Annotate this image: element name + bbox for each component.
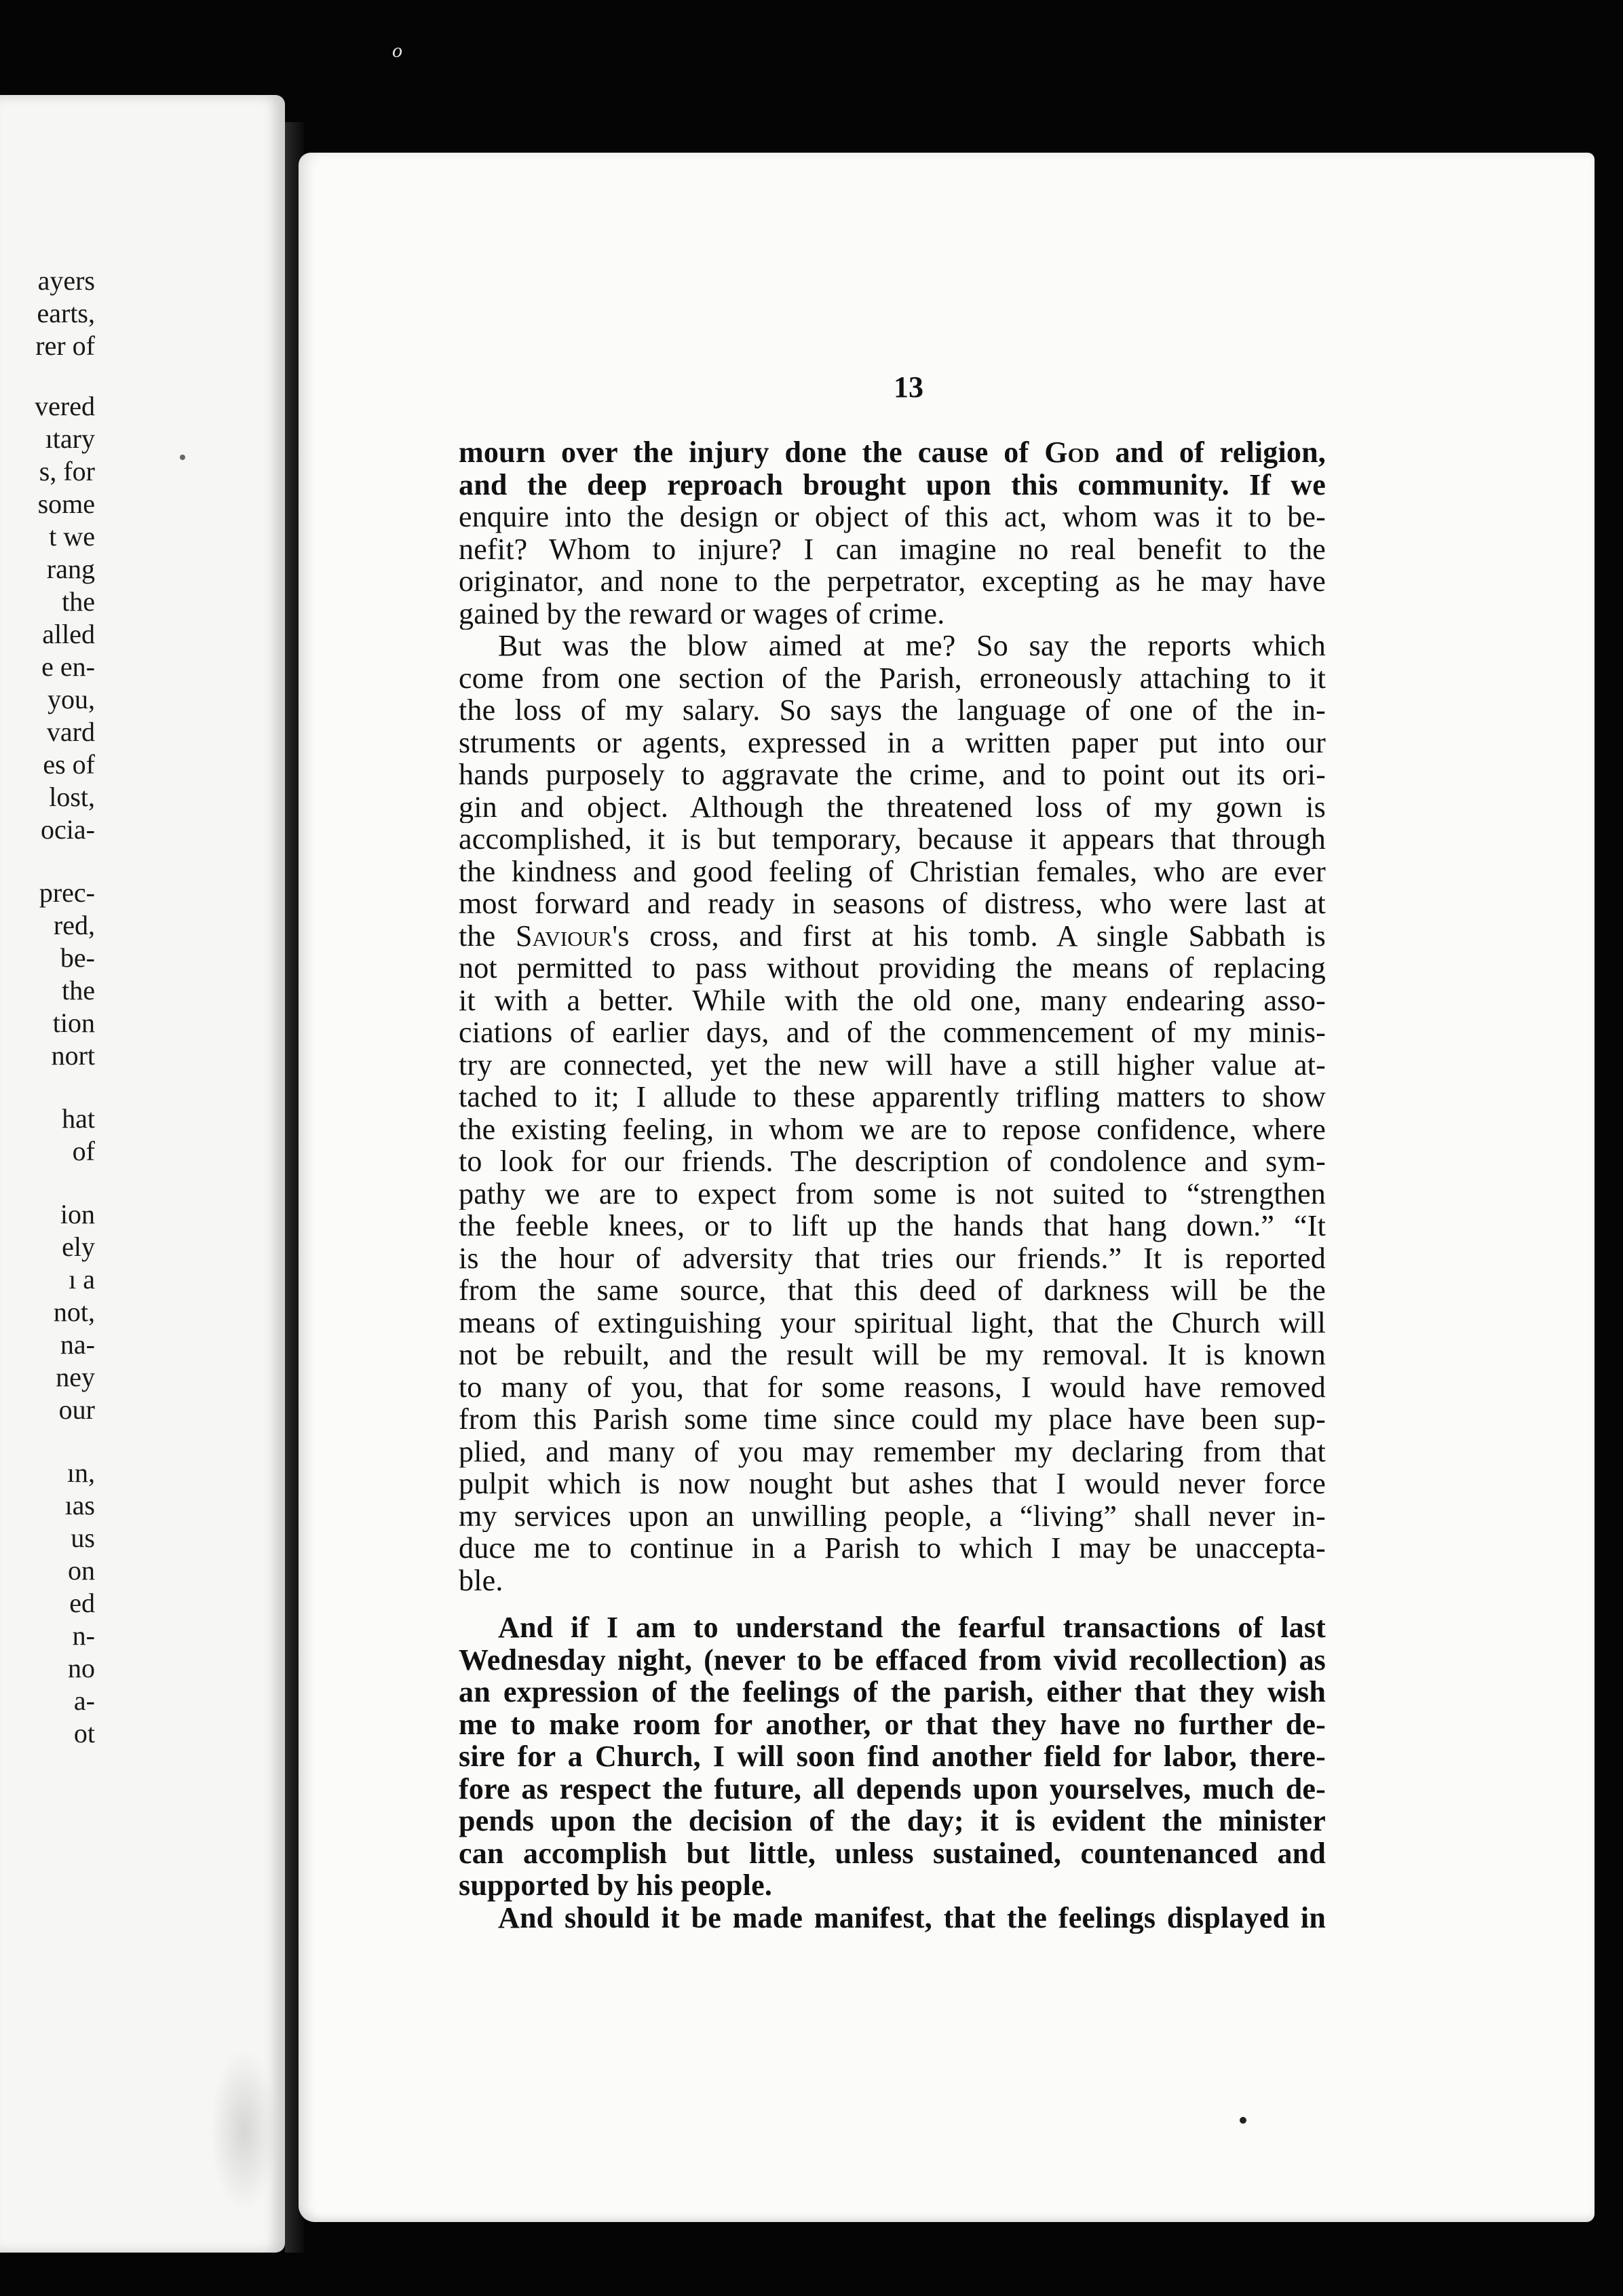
text-line — [459, 630, 1326, 662]
text-line — [459, 694, 1326, 727]
text-line — [459, 1145, 1326, 1178]
text-line — [459, 1339, 1326, 1371]
text-line-main: enquire into the design or object of this act, whom was it to be- — [459, 501, 1326, 533]
text-line — [459, 1500, 1326, 1533]
text-line-main: supported by his people. — [459, 1869, 773, 1902]
previous-page-line-fragment: be- — [60, 942, 95, 973]
text-line-main: to look for our friends. The description of condolence and sym- — [459, 1145, 1326, 1178]
text-line — [459, 1436, 1326, 1468]
text-line — [459, 1371, 1326, 1404]
text-line-main: most forward and ready in seasons of distress, who were last at — [459, 887, 1326, 920]
text-line-main: nefit? Whom to injure? I can imagine no real benefit to the — [459, 533, 1326, 565]
previous-page-line-fragment: n- — [72, 1620, 95, 1651]
text-line — [459, 533, 1326, 566]
text-line-main: fore as respect the future, all depends upon yourselves, much de- — [459, 1772, 1326, 1805]
text-line-main: not permitted to pass without providing the means of replacing — [459, 952, 1326, 984]
text-line — [459, 1805, 1326, 1837]
text-line-main: gin and object. Although the threatened loss of my gown is — [459, 790, 1326, 823]
previous-page-line-fragment: the — [62, 586, 95, 617]
text-line-main: the kindness and good feeling of Christian females, who are ever — [459, 855, 1326, 887]
page-mark — [180, 455, 185, 460]
previous-page-fragment — [0, 95, 285, 2253]
text-line — [459, 1532, 1326, 1565]
text-line — [459, 1611, 1326, 1644]
text-line-main: pathy we are to expect from some is not suited to “strengthen — [459, 1177, 1326, 1210]
text-line — [459, 469, 1326, 501]
previous-page-line-fragment: ocia- — [41, 814, 95, 845]
text-line-main: plied, and many of you may remember my declaring from that — [459, 1435, 1326, 1468]
text-line-main: it with a better. While with the old one, many endearing asso- — [459, 984, 1326, 1016]
text-line — [459, 1902, 1326, 1934]
text-line-main: Wednesday night, (never to be effaced from vivid recollection) as — [459, 1643, 1326, 1676]
text-line-main: the loss of my salary. So says the language of one of the in- — [459, 694, 1326, 727]
previous-page-line-fragment: ney — [56, 1362, 95, 1392]
text-line — [459, 887, 1326, 920]
text-line-main: pulpit which is now nought but ashes that I would never force — [459, 1468, 1326, 1500]
text-line — [459, 1869, 1326, 1902]
text-line — [459, 1274, 1326, 1307]
text-line — [459, 1468, 1326, 1500]
text-line-main: from this Parish some time since could my place have been sup- — [459, 1403, 1326, 1436]
previous-page-line-fragment: ion — [60, 1199, 95, 1229]
previous-page-line-fragment: ot — [73, 1718, 95, 1748]
text-line — [459, 662, 1326, 695]
text-line-main: the existing feeling, in whom we are to repose confidence, where — [459, 1113, 1326, 1145]
page-number: 13 — [894, 370, 923, 404]
text-line — [459, 1242, 1326, 1275]
page-stain — [210, 2049, 278, 2212]
body-text — [459, 436, 1326, 1934]
text-line-main: And should it be made manifest, that the feelings displayed in — [498, 1901, 1326, 1934]
text-line-main: ble. — [459, 1564, 503, 1596]
previous-page-line-fragment: es of — [43, 749, 95, 780]
text-line — [459, 1565, 1326, 1597]
text-line — [459, 1178, 1326, 1210]
previous-page-line-fragment: rer of — [35, 330, 95, 361]
previous-page-line-fragment: us — [71, 1523, 95, 1553]
previous-page-line-fragment: red, — [53, 910, 95, 940]
text-line-main: ciations of earlier days, and of the commencement of my minis- — [459, 1016, 1326, 1049]
text-line — [459, 856, 1326, 888]
text-line-main: But was the blow aimed at me? So say the reports which — [498, 630, 1326, 662]
text-line-main: tached to it; I allude to these apparently trifling matters to show — [459, 1081, 1326, 1113]
previous-page-line-fragment: vered — [35, 391, 95, 421]
previous-page-line-fragment: tion — [52, 1008, 95, 1038]
paragraph-gap — [459, 1596, 1326, 1611]
text-line — [459, 1403, 1326, 1436]
text-line — [459, 1307, 1326, 1339]
previous-page-line-fragment: earts, — [37, 298, 95, 328]
text-line — [459, 920, 1326, 953]
text-line-main: come from one section of the Parish, erroneously attaching to it — [459, 662, 1326, 694]
text-line-tail: 's cross, and first at his tomb. A single Sabbath is — [612, 919, 1326, 952]
small-caps-word: aviour — [532, 919, 613, 952]
previous-page-line-fragment: t we — [49, 521, 95, 552]
text-line — [459, 952, 1326, 984]
text-line-main: me to make room for another, or that they have no further de- — [459, 1708, 1326, 1740]
text-line-main: to many of you, that for some reasons, I would have removed — [459, 1371, 1326, 1403]
text-line-main: hands purposely to aggravate the crime, and to point out its ori- — [459, 759, 1326, 791]
text-line — [459, 598, 1326, 630]
previous-page-line-fragment: ed — [69, 1588, 95, 1618]
text-line-main: is the hour of adversity that tries our friends.” It is reported — [459, 1242, 1326, 1274]
previous-page-line-fragment: no — [68, 1653, 95, 1683]
text-line-main: gained by the reward or wages of crime. — [459, 597, 945, 630]
text-line — [459, 759, 1326, 791]
text-line — [459, 1644, 1326, 1677]
previous-page-line-fragment: hat — [62, 1103, 95, 1134]
previous-page-line-fragment: nort — [51, 1040, 95, 1071]
previous-page-line-fragment: e en- — [41, 651, 95, 682]
text-line-main: the S — [459, 919, 533, 952]
text-line — [459, 501, 1326, 533]
text-line-main: try are connected, yet the new will have a still higher value at- — [459, 1048, 1326, 1081]
previous-page-line-fragment: ı a — [69, 1264, 95, 1295]
text-line — [459, 1049, 1326, 1082]
text-line-main: And if I am to understand the fearful transactions of last — [498, 1611, 1326, 1644]
previous-page-line-fragment: s, for — [39, 456, 95, 486]
previous-page-line-fragment: the — [62, 975, 95, 1006]
text-line — [459, 1708, 1326, 1741]
stray-mark: o — [392, 39, 402, 62]
text-line — [459, 1676, 1326, 1708]
previous-page-line-fragment: na- — [60, 1329, 95, 1360]
text-line — [459, 1773, 1326, 1805]
previous-page-line-fragment: of — [72, 1136, 95, 1166]
text-line-main: duce me to continue in a Parish to which I may be unaccepta- — [459, 1532, 1326, 1565]
text-line-main: can accomplish but little, unless sustained, countenanced and — [459, 1837, 1326, 1869]
previous-page-line-fragment: not, — [53, 1297, 95, 1327]
previous-page-line-fragment: lost, — [49, 782, 95, 812]
previous-page-line-fragment: alled — [42, 619, 95, 649]
small-caps-word: od — [1067, 436, 1100, 469]
previous-page-line-fragment: rang — [46, 554, 95, 584]
previous-page-line-fragment: you, — [47, 684, 95, 714]
text-line-main: struments or agents, expressed in a written paper put into our — [459, 726, 1326, 759]
text-line-main: mourn over the injury done the cause of G — [459, 436, 1068, 469]
previous-page-line-fragment: ayers — [37, 265, 95, 296]
text-line-main: an expression of the feelings of the parish, either that they wish — [459, 1676, 1326, 1708]
previous-page-line-fragment: our — [58, 1394, 95, 1425]
text-line — [459, 1081, 1326, 1113]
text-line — [459, 727, 1326, 759]
text-line — [459, 565, 1326, 598]
text-line-main: accomplished, it is but temporary, because it appears that through — [459, 823, 1326, 856]
text-line — [459, 984, 1326, 1017]
text-line — [459, 1016, 1326, 1049]
previous-page-line-fragment: some — [37, 489, 95, 519]
text-line-main: not be rebuilt, and the result will be my removal. It is known — [459, 1339, 1326, 1371]
previous-page-line-fragment: on — [68, 1555, 95, 1586]
text-line — [459, 823, 1326, 856]
text-line — [459, 1740, 1326, 1773]
text-line-main: the feeble knees, or to lift up the hands that hang down.” “It — [459, 1210, 1326, 1242]
text-line-main: pends upon the decision of the day; it is evident the minister — [459, 1805, 1326, 1837]
text-line — [459, 436, 1326, 469]
previous-page-line-fragment: ıtary — [45, 423, 95, 454]
text-line-main: originator, and none to the perpetrator, excepting as he may have — [459, 565, 1326, 598]
previous-page-line-fragment: ely — [62, 1231, 95, 1262]
previous-page-line-fragment: vard — [46, 716, 95, 747]
ink-dot — [1240, 2117, 1246, 2124]
text-line-main: from the same source, that this deed of darkness will be the — [459, 1274, 1326, 1307]
text-line-tail: and of religion, — [1099, 436, 1326, 469]
text-line — [459, 1837, 1326, 1870]
text-line — [459, 1113, 1326, 1146]
text-line — [459, 791, 1326, 824]
text-line-main: and the deep reproach brought upon this community. If we — [459, 468, 1326, 501]
text-line-main: means of extinguishing your spiritual light, that the Church will — [459, 1306, 1326, 1339]
previous-page-line-fragment: ıas — [64, 1490, 95, 1520]
text-line-main: sire for a Church, I will soon find another field for labor, there- — [459, 1740, 1326, 1773]
text-line — [459, 1210, 1326, 1242]
text-line-main: my services upon an unwilling people, a “living” shall never in- — [459, 1499, 1326, 1532]
previous-page-line-fragment: a- — [73, 1685, 95, 1716]
previous-page-line-fragment: prec- — [39, 877, 95, 908]
previous-page-line-fragment: ın, — [66, 1457, 95, 1488]
